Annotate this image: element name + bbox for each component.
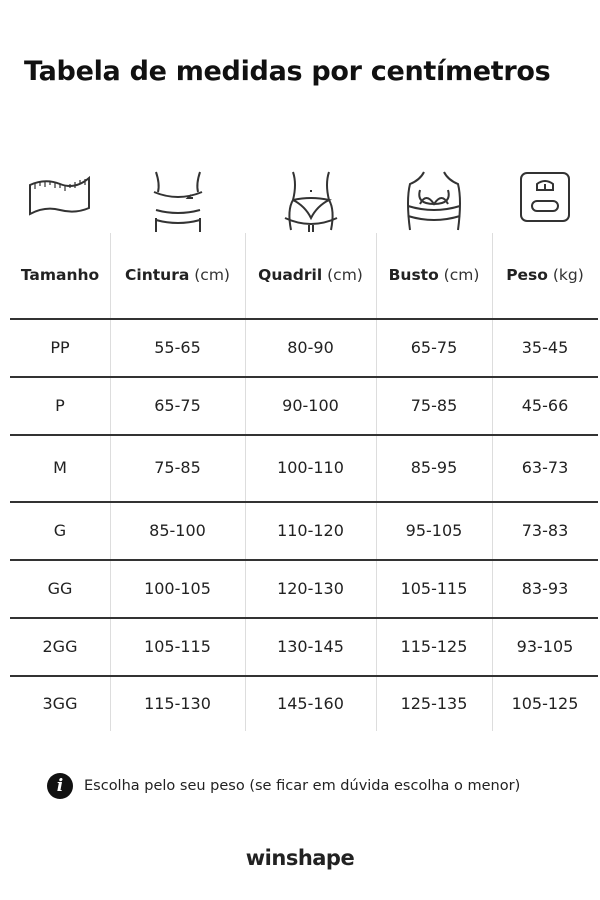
table-cell: 115-130 <box>144 694 211 713</box>
header-label: Quadril <box>258 266 323 284</box>
header-label: Busto <box>388 266 439 284</box>
waist-icon <box>110 170 245 232</box>
table-cell: 115-125 <box>400 636 468 656</box>
brand-logo: winshape <box>245 846 355 870</box>
table-cell: PP <box>50 337 70 357</box>
table-cell: 65-75 <box>410 337 458 357</box>
table-cell: G <box>53 520 67 540</box>
header-unit: (cm) <box>327 266 363 284</box>
column-header <box>245 250 376 300</box>
table-cell: 105-125 <box>511 694 579 713</box>
header-unit: (kg) <box>552 266 584 284</box>
table-cell: GG <box>47 578 73 598</box>
table-cell: 93-105 <box>516 636 574 656</box>
table-cell: 145-160 <box>277 694 344 713</box>
page-title: Tabela de medidas por centímetros <box>24 56 551 87</box>
table-cell: 2GG <box>42 636 78 656</box>
info-icon: i <box>47 773 73 799</box>
table-cell: 75-85 <box>154 458 201 477</box>
column-header <box>110 250 245 300</box>
table-cell: 55-65 <box>154 337 201 357</box>
bust-icon <box>376 170 492 232</box>
table-cell: 73-83 <box>521 520 569 540</box>
table-cell: 85-100 <box>149 520 206 540</box>
table-cell: 105-115 <box>400 578 468 598</box>
header-label: Tamanho <box>20 266 100 284</box>
header-label: Peso <box>506 266 548 284</box>
hip-icon <box>245 170 376 232</box>
table-cell: 83-93 <box>521 578 569 598</box>
column-header <box>10 250 110 300</box>
table-cell: 90-100 <box>282 395 339 415</box>
table-cell: 3GG <box>42 694 78 713</box>
table-cell: 63-73 <box>521 458 569 477</box>
table-cell: 45-66 <box>521 395 569 415</box>
table-cell: 110-120 <box>277 520 344 540</box>
header-unit: (cm) <box>194 266 230 284</box>
note <box>47 773 520 799</box>
header-unit: (cm) <box>443 266 480 284</box>
table-cell: 35-45 <box>521 337 569 357</box>
table-cell: 120-130 <box>277 578 344 598</box>
note-text: Escolha pelo seu peso (se ficar em dúvida escolha o menor) <box>84 778 521 794</box>
table-cell: 100-110 <box>277 458 344 477</box>
table-cell: 95-105 <box>405 520 463 540</box>
table-cell: 75-85 <box>410 395 458 415</box>
column-header <box>492 250 598 300</box>
table-cell: 85-95 <box>410 458 458 477</box>
table-cell: 65-75 <box>154 395 201 415</box>
table-cell: M <box>53 458 67 477</box>
scale-icon <box>492 170 598 232</box>
table-cell: 125-135 <box>400 694 468 713</box>
table-cell: 130-145 <box>277 636 344 656</box>
table-cell: 100-105 <box>144 578 211 598</box>
column-header <box>376 250 492 300</box>
header-label: Cintura <box>125 266 190 284</box>
table-cell: P <box>55 395 65 415</box>
table-cell: 105-115 <box>144 636 211 656</box>
table-cell: 80-90 <box>287 337 334 357</box>
measuring-tape-icon <box>10 170 110 232</box>
